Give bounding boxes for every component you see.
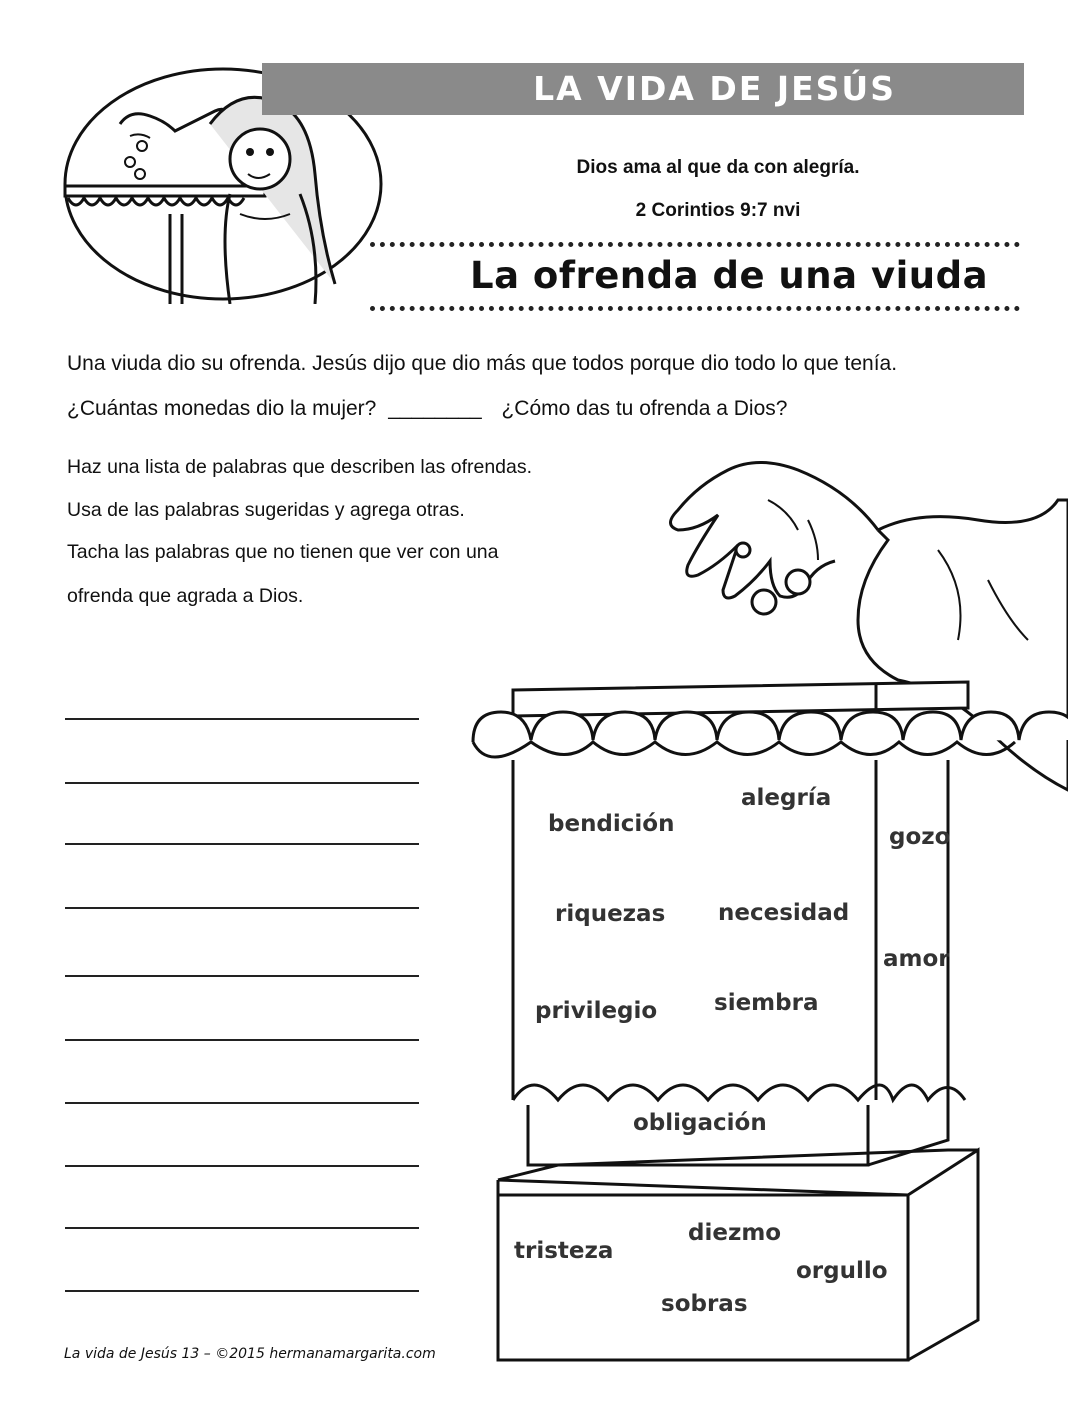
story-text: Una viuda dio su ofrenda. Jesús dijo que dio más que todos porque dio todo lo que tenía. xyxy=(67,352,898,375)
word-alegria[interactable]: alegría xyxy=(741,785,832,811)
word-obligacion[interactable]: obligación xyxy=(633,1110,767,1136)
word-tristeza[interactable]: tristeza xyxy=(514,1238,614,1264)
answer-line[interactable] xyxy=(65,718,419,720)
page-title: La ofrenda de una viuda xyxy=(470,254,989,297)
word-privilegio[interactable]: privilegio xyxy=(535,998,658,1024)
word-necesidad[interactable]: necesidad xyxy=(718,900,850,926)
memory-verse: Dios ama al que da con alegría. xyxy=(576,157,860,178)
question-offering: ¿Cómo das tu ofrenda a Dios? xyxy=(501,397,788,420)
word-amor[interactable]: amor xyxy=(883,946,950,972)
answer-blank[interactable]: ________ xyxy=(388,397,482,420)
instruction-line-4: ofrenda que agrada a Dios. xyxy=(67,585,304,607)
answer-line[interactable] xyxy=(65,1039,419,1041)
word-siembra[interactable]: siembra xyxy=(714,990,819,1016)
answer-line[interactable] xyxy=(65,907,419,909)
answer-line[interactable] xyxy=(65,843,419,845)
instruction-line-3: Tacha las palabras que no tienen que ver con una xyxy=(67,541,499,563)
page-footer: La vida de Jesús 13 – ©2015 hermanamargarita.com xyxy=(64,1346,436,1362)
answer-line[interactable] xyxy=(65,1227,419,1229)
word-riquezas[interactable]: riquezas xyxy=(555,901,666,927)
word-bendicion[interactable]: bendición xyxy=(548,811,675,837)
instruction-line-2: Usa de las palabras sugeridas y agrega otras. xyxy=(67,499,465,521)
answer-line[interactable] xyxy=(65,1165,419,1167)
answer-line[interactable] xyxy=(65,782,419,784)
instruction-line-1: Haz una lista de palabras que describen las ofrendas. xyxy=(67,456,533,478)
question-coins: ¿Cuántas monedas dio la mujer? xyxy=(67,397,377,420)
title-banner xyxy=(262,63,1024,115)
word-sobras[interactable]: sobras xyxy=(661,1291,748,1317)
answer-line[interactable] xyxy=(65,1102,419,1104)
word-orgullo[interactable]: orgullo xyxy=(796,1258,888,1284)
verse-reference: 2 Corintios 9:7 nvi xyxy=(635,200,801,221)
word-gozo[interactable]: gozo xyxy=(889,824,951,850)
answer-line[interactable] xyxy=(65,1290,419,1292)
banner-title: LA VIDA DE JESÚS xyxy=(533,69,896,108)
word-diezmo[interactable]: diezmo xyxy=(688,1220,782,1246)
dotted-divider-top xyxy=(370,242,1020,247)
question-row xyxy=(67,397,787,421)
answer-line[interactable] xyxy=(65,975,419,977)
dotted-divider-bottom xyxy=(370,306,1020,311)
